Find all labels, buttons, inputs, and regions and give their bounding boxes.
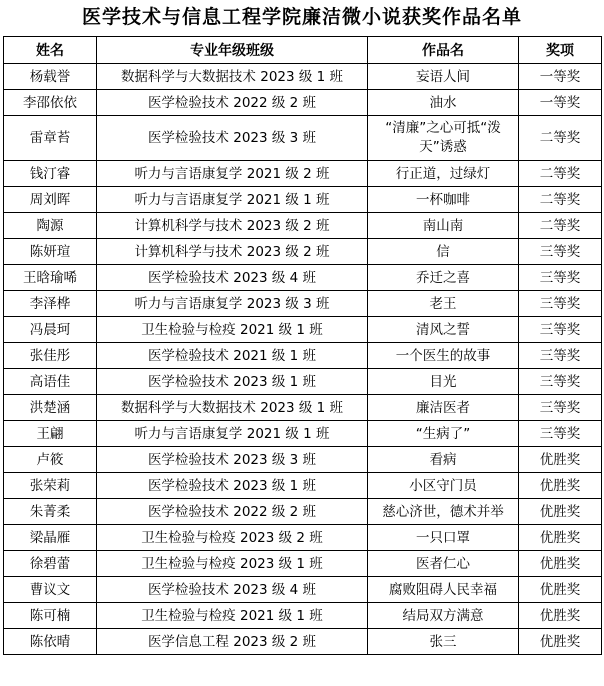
cell-name: 杨载誉	[4, 64, 97, 90]
cell-work: 腐败阻碍人民幸福	[368, 577, 519, 603]
cell-class: 卫生检验与检疫 2021 级 1 班	[97, 603, 368, 629]
cell-class: 计算机科学与技术 2023 级 2 班	[97, 213, 368, 239]
cell-award: 二等奖	[519, 213, 602, 239]
cell-award: 三等奖	[519, 421, 602, 447]
cell-work: “生病了”	[368, 421, 519, 447]
cell-work: 油水	[368, 90, 519, 116]
cell-name: 钱汀睿	[4, 161, 97, 187]
table-row	[4, 551, 602, 577]
header-work: 作品名	[368, 37, 519, 64]
cell-work: 行正道，过绿灯	[368, 161, 519, 187]
table-row	[4, 603, 602, 629]
cell-award: 二等奖	[519, 116, 602, 161]
cell-name: 周刘晖	[4, 187, 97, 213]
cell-class: 医学检验技术 2023 级 4 班	[97, 265, 368, 291]
cell-name: 高语佳	[4, 369, 97, 395]
table-row	[4, 187, 602, 213]
cell-work: “清廉”之心可抵“泼天”诱惑	[368, 116, 519, 161]
header-name: 姓名	[4, 37, 97, 64]
cell-name: 卢筱	[4, 447, 97, 473]
cell-award: 三等奖	[519, 317, 602, 343]
cell-name: 王翩	[4, 421, 97, 447]
cell-class: 听力与言语康复学 2021 级 2 班	[97, 161, 368, 187]
cell-award: 三等奖	[519, 265, 602, 291]
table-row	[4, 116, 602, 161]
cell-work: 南山南	[368, 213, 519, 239]
cell-class: 数据科学与大数据技术 2023 级 1 班	[97, 64, 368, 90]
table-row	[4, 64, 602, 90]
cell-work: 乔迁之喜	[368, 265, 519, 291]
cell-award: 优胜奖	[519, 447, 602, 473]
table-row	[4, 317, 602, 343]
cell-name: 雷章苔	[4, 116, 97, 161]
cell-work: 小区守门员	[368, 473, 519, 499]
table-row	[4, 473, 602, 499]
cell-name: 梁晶雁	[4, 525, 97, 551]
table-row	[4, 499, 602, 525]
table-row	[4, 291, 602, 317]
cell-class: 医学检验技术 2023 级 3 班	[97, 447, 368, 473]
cell-work: 一只口罩	[368, 525, 519, 551]
cell-name: 洪楚涵	[4, 395, 97, 421]
cell-award: 优胜奖	[519, 603, 602, 629]
table-row	[4, 161, 602, 187]
cell-award: 三等奖	[519, 239, 602, 265]
table-row	[4, 343, 602, 369]
table-row	[4, 369, 602, 395]
cell-name: 徐碧蕾	[4, 551, 97, 577]
cell-award: 优胜奖	[519, 629, 602, 655]
cell-name: 张佳彤	[4, 343, 97, 369]
cell-work: 看病	[368, 447, 519, 473]
cell-award: 三等奖	[519, 291, 602, 317]
table-row	[4, 421, 602, 447]
cell-name: 朱菁柔	[4, 499, 97, 525]
cell-class: 医学检验技术 2023 级 1 班	[97, 473, 368, 499]
cell-work: 廉洁医者	[368, 395, 519, 421]
cell-name: 陈依晴	[4, 629, 97, 655]
cell-class: 卫生检验与检疫 2021 级 1 班	[97, 317, 368, 343]
cell-award: 优胜奖	[519, 525, 602, 551]
cell-work: 清风之誓	[368, 317, 519, 343]
cell-work: 一个医生的故事	[368, 343, 519, 369]
table-body	[4, 64, 602, 655]
table-row	[4, 90, 602, 116]
cell-award: 一等奖	[519, 90, 602, 116]
cell-name: 李泽桦	[4, 291, 97, 317]
table-row	[4, 395, 602, 421]
cell-name: 冯晨珂	[4, 317, 97, 343]
table-row	[4, 213, 602, 239]
cell-class: 计算机科学与技术 2023 级 2 班	[97, 239, 368, 265]
cell-class: 听力与言语康复学 2023 级 3 班	[97, 291, 368, 317]
table-row	[4, 447, 602, 473]
cell-work: 医者仁心	[368, 551, 519, 577]
table-row	[4, 265, 602, 291]
cell-class: 医学检验技术 2023 级 1 班	[97, 369, 368, 395]
cell-award: 二等奖	[519, 161, 602, 187]
table-row	[4, 525, 602, 551]
cell-work: 老王	[368, 291, 519, 317]
cell-work: 目光	[368, 369, 519, 395]
cell-class: 卫生检验与检疫 2023 级 1 班	[97, 551, 368, 577]
cell-class: 听力与言语康复学 2021 级 1 班	[97, 421, 368, 447]
table-row	[4, 239, 602, 265]
cell-award: 三等奖	[519, 395, 602, 421]
cell-name: 张荣莉	[4, 473, 97, 499]
cell-class: 医学检验技术 2021 级 1 班	[97, 343, 368, 369]
cell-award: 三等奖	[519, 369, 602, 395]
header-award: 奖项	[519, 37, 602, 64]
cell-class: 医学信息工程 2023 级 2 班	[97, 629, 368, 655]
cell-class: 医学检验技术 2023 级 3 班	[97, 116, 368, 161]
cell-award: 三等奖	[519, 343, 602, 369]
table-header-row	[4, 37, 602, 64]
table-row	[4, 629, 602, 655]
cell-award: 优胜奖	[519, 499, 602, 525]
cell-work: 信	[368, 239, 519, 265]
cell-class: 听力与言语康复学 2021 级 1 班	[97, 187, 368, 213]
cell-work: 张三	[368, 629, 519, 655]
cell-class: 医学检验技术 2023 级 4 班	[97, 577, 368, 603]
cell-work: 结局双方满意	[368, 603, 519, 629]
cell-class: 医学检验技术 2022 级 2 班	[97, 499, 368, 525]
document-title: 医学技术与信息工程学院廉洁微小说获奖作品名单	[81, 6, 522, 28]
cell-class: 数据科学与大数据技术 2023 级 1 班	[97, 395, 368, 421]
cell-award: 优胜奖	[519, 551, 602, 577]
cell-name: 陶源	[4, 213, 97, 239]
table-row	[4, 577, 602, 603]
award-table	[3, 36, 602, 655]
header-class: 专业年级班级	[97, 37, 368, 64]
cell-name: 陈妍瑄	[4, 239, 97, 265]
cell-name: 陈可楠	[4, 603, 97, 629]
cell-award: 二等奖	[519, 187, 602, 213]
cell-work: 妄语人间	[368, 64, 519, 90]
cell-name: 李邵依依	[4, 90, 97, 116]
cell-name: 王晗瑜唏	[4, 265, 97, 291]
cell-award: 优胜奖	[519, 473, 602, 499]
cell-name: 曹议文	[4, 577, 97, 603]
cell-class: 卫生检验与检疫 2023 级 2 班	[97, 525, 368, 551]
cell-award: 优胜奖	[519, 577, 602, 603]
cell-work: 慈心济世，德术并举	[368, 499, 519, 525]
cell-work: 一杯咖啡	[368, 187, 519, 213]
cell-class: 医学检验技术 2022 级 2 班	[97, 90, 368, 116]
cell-award: 一等奖	[519, 64, 602, 90]
